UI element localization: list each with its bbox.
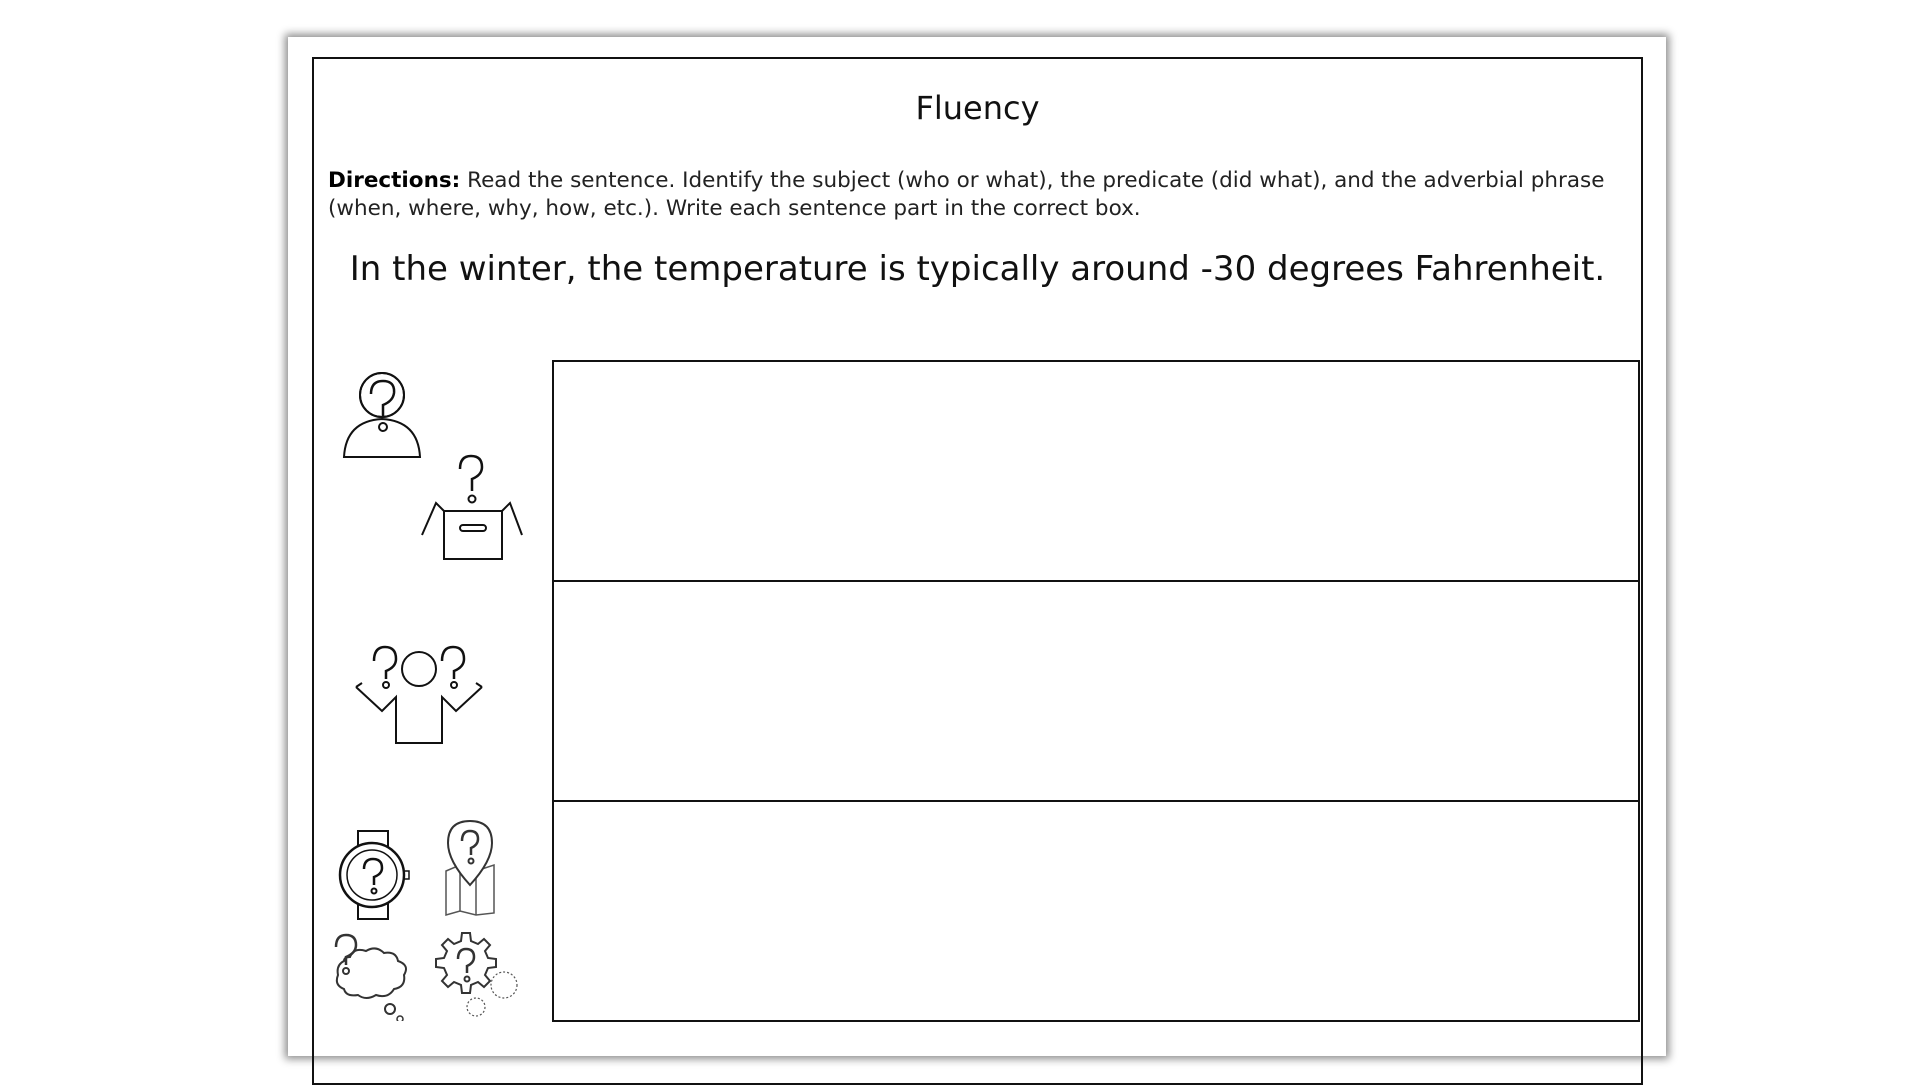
watch-question-icon (336, 829, 410, 921)
box-question-icon (418, 451, 526, 563)
worksheet-frame (312, 57, 1643, 1085)
target-sentence: In the winter, the temperature is typically around -30 degrees Fahrenheit. (349, 249, 1606, 289)
directions-body: Read the sentence. Identify the subject (who or what), the predicate (did what), and the adverbial phrase (when, where, why, how, etc.). Write each sentence part in the correct box. (328, 168, 1605, 221)
gears-question-icon (432, 927, 524, 1019)
thought-cloud-question-icon (330, 931, 414, 1021)
person-question-icon (342, 369, 422, 461)
adverbial-phrase-answer-box[interactable] (552, 800, 1640, 1022)
predicate-answer-box[interactable] (552, 580, 1640, 802)
directions-text (328, 167, 1628, 223)
page-title: Fluency (915, 89, 1040, 127)
map-pin-question-icon (440, 817, 500, 917)
shrugging-person-icon (352, 637, 486, 747)
directions-label: Directions: (328, 168, 461, 193)
subject-answer-box[interactable] (552, 360, 1640, 582)
worksheet-page (288, 37, 1666, 1056)
